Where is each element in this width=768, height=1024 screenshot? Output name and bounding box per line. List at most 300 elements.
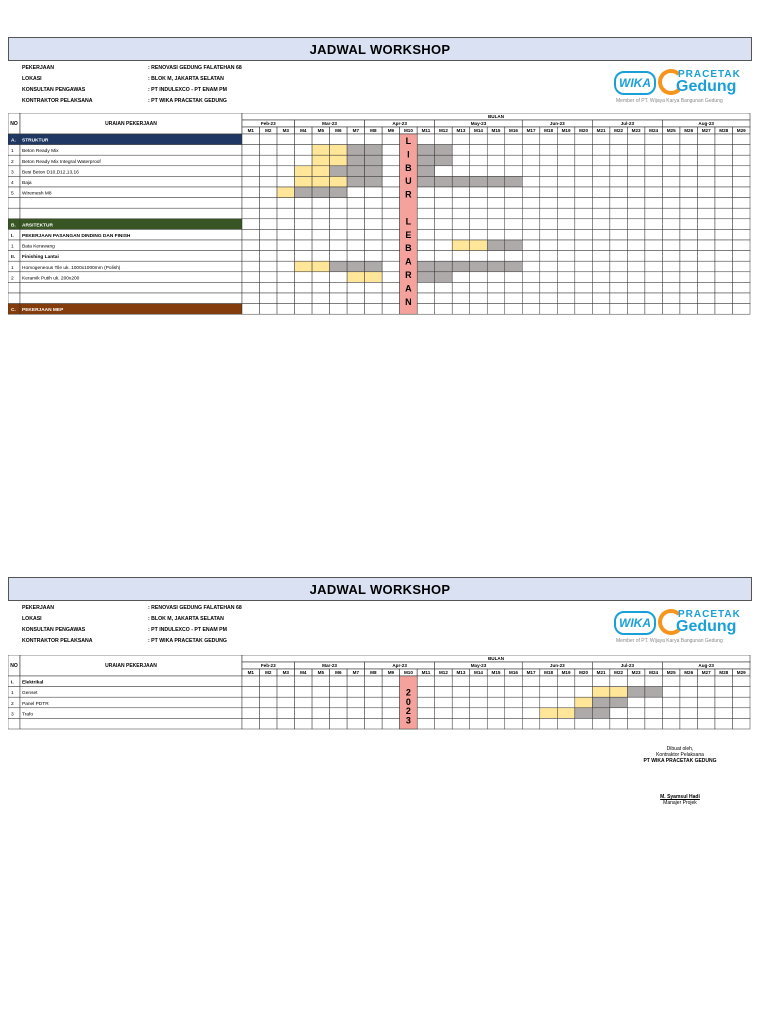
header-no: NO <box>10 663 18 669</box>
grid-cell <box>470 166 488 177</box>
grid-cell <box>382 187 400 198</box>
grid-cell <box>470 145 488 156</box>
grid-cell <box>242 718 260 729</box>
grid-cell <box>417 687 435 698</box>
holiday-letter: R <box>405 189 412 200</box>
grid-cell <box>575 208 593 219</box>
grid-cell <box>662 676 680 687</box>
grid-cell <box>277 293 295 304</box>
info-pekerjaan: PEKERJAAN : RENOVASI GEDUNG FALATEHAN 68 <box>22 65 242 71</box>
week-label: M5 <box>317 128 325 133</box>
grid-cell <box>575 145 593 156</box>
schedule-bar-cell <box>312 187 330 198</box>
grid-cell <box>312 219 330 230</box>
grid-cell <box>627 198 645 209</box>
grid-cell <box>662 687 680 698</box>
grid-cell <box>662 219 680 230</box>
grid-cell <box>522 155 540 166</box>
grid-cell <box>697 261 715 272</box>
grid-cell <box>487 155 505 166</box>
grid-cell <box>627 718 645 729</box>
company-logo-2 <box>614 607 750 647</box>
grid-cell <box>365 304 383 315</box>
grid-cell <box>260 697 278 708</box>
month-label: Feb-23 <box>260 663 276 668</box>
grid-cell <box>557 166 575 177</box>
grid-cell <box>417 251 435 262</box>
week-label: M2 <box>265 670 272 675</box>
schedule-bar-cell <box>505 176 523 187</box>
grid-cell <box>330 697 348 708</box>
row-no: B. <box>11 223 16 229</box>
grid-cell <box>417 208 435 219</box>
grid-cell <box>417 219 435 230</box>
grid-cell <box>277 282 295 293</box>
grid-cell <box>487 219 505 230</box>
info-kontraktor: KONTRAKTOR PELAKSANA : PT WIKA PRACETAK GEDUNG <box>22 98 227 104</box>
grid-cell <box>680 240 698 251</box>
grid-cell <box>277 240 295 251</box>
week-label: M22 <box>614 128 624 133</box>
grid-cell <box>417 718 435 729</box>
grid-cell <box>662 166 680 177</box>
grid-cell <box>382 219 400 230</box>
grid-cell <box>610 304 628 315</box>
grid-cell <box>592 261 610 272</box>
week-label: M21 <box>596 670 606 675</box>
week-label: M13 <box>456 128 466 133</box>
grid-cell <box>522 293 540 304</box>
signature-role: Kontraktor Pelaksana <box>656 752 704 758</box>
week-label: M6 <box>335 128 342 133</box>
header-bulan: BULAN <box>487 114 505 119</box>
grid-cell <box>715 134 733 145</box>
grid-cell <box>260 229 278 240</box>
grid-cell <box>522 687 540 698</box>
grid-cell <box>452 145 470 156</box>
grid-cell <box>470 187 488 198</box>
grid-cell <box>627 145 645 156</box>
grid-cell <box>505 166 523 177</box>
grid-cell <box>592 272 610 283</box>
grid-cell <box>715 187 733 198</box>
row-desc-cell <box>20 219 242 230</box>
schedule-bar-cell <box>330 155 348 166</box>
grid-cell <box>610 208 628 219</box>
grid-cell <box>260 293 278 304</box>
grid-cell <box>242 219 260 230</box>
grid-cell <box>662 282 680 293</box>
holiday-letter: 2 <box>405 687 411 698</box>
grid-cell <box>382 208 400 219</box>
grid-cell <box>277 198 295 209</box>
grid-cell <box>557 240 575 251</box>
grid-cell <box>295 272 313 283</box>
grid-cell <box>347 718 365 729</box>
row-desc-cell <box>20 208 242 219</box>
grid-cell <box>435 304 453 315</box>
month-label: Mar-23 <box>322 121 337 126</box>
schedule-bar-cell <box>435 145 453 156</box>
grid-cell <box>260 304 278 315</box>
signature-title: Manajer Projek <box>663 800 697 806</box>
grid-cell <box>295 282 313 293</box>
week-label: M11 <box>421 128 431 133</box>
grid-cell <box>732 687 750 698</box>
grid-cell <box>295 219 313 230</box>
schedule-bar-cell <box>417 272 435 283</box>
grid-cell <box>610 219 628 230</box>
grid-cell <box>592 251 610 262</box>
grid-cell <box>242 145 260 156</box>
wika-logo-text-2: WIKA <box>614 611 656 635</box>
grid-cell <box>557 145 575 156</box>
grid-cell <box>365 282 383 293</box>
signature-dibuat: Dibuat oleh, <box>666 746 694 752</box>
grid-cell <box>347 198 365 209</box>
grid-cell <box>312 687 330 698</box>
schedule-bar-cell <box>347 176 365 187</box>
grid-cell <box>242 304 260 315</box>
grid-cell <box>522 272 540 283</box>
grid-cell <box>312 282 330 293</box>
grid-cell <box>242 240 260 251</box>
row-no-cell <box>8 687 20 698</box>
grid-cell <box>697 176 715 187</box>
grid-cell <box>505 676 523 687</box>
week-label: M10 <box>403 670 413 675</box>
grid-cell <box>330 718 348 729</box>
grid-cell <box>312 198 330 209</box>
grid-cell <box>277 155 295 166</box>
logo-gedung-2: Gedung <box>676 618 737 635</box>
grid-cell <box>242 293 260 304</box>
row-no-cell <box>8 718 20 729</box>
row-no-cell <box>8 676 20 687</box>
row-no-cell <box>8 187 20 198</box>
month-label: May-23 <box>470 121 487 126</box>
row-no-cell <box>8 176 20 187</box>
grid-cell <box>645 240 663 251</box>
grid-cell <box>382 229 400 240</box>
row-no: 2 <box>11 701 14 707</box>
grid-cell <box>680 272 698 283</box>
logo-pracetak: PRACETAK <box>678 69 741 80</box>
grid-cell <box>662 208 680 219</box>
grid-cell <box>242 208 260 219</box>
row-desc-cell <box>20 718 242 729</box>
grid-cell <box>330 687 348 698</box>
schedule-bar-cell <box>435 261 453 272</box>
row-desc-cell <box>20 687 242 698</box>
grid-cell <box>452 304 470 315</box>
grid-cell <box>487 251 505 262</box>
task-label: PEKERJAAN PASANGAN DINDING DAN FINISH <box>22 234 131 239</box>
grid-cell <box>382 272 400 283</box>
week-label: M12 <box>438 128 448 133</box>
task-label: Panel PDTR <box>22 701 49 707</box>
grid-cell <box>295 293 313 304</box>
schedule-bar-cell <box>330 187 348 198</box>
grid-cell <box>522 240 540 251</box>
grid-cell <box>627 134 645 145</box>
week-label: M19 <box>561 128 571 133</box>
grid-cell <box>732 219 750 230</box>
week-label: M17 <box>526 670 536 675</box>
row-no: I. <box>11 680 14 686</box>
grid-cell <box>575 251 593 262</box>
week-label: M26 <box>684 128 694 133</box>
task-label: Beton Ready Mix <box>22 149 59 155</box>
grid-cell <box>732 697 750 708</box>
grid-cell <box>697 687 715 698</box>
grid-cell <box>557 251 575 262</box>
grid-cell <box>452 134 470 145</box>
schedule-table-2 <box>8 655 752 745</box>
week-label: M9 <box>387 128 395 133</box>
grid-cell <box>610 676 628 687</box>
grid-cell <box>732 304 750 315</box>
grid-cell <box>277 134 295 145</box>
grid-cell <box>610 718 628 729</box>
grid-cell <box>505 198 523 209</box>
schedule-bar-cell <box>470 176 488 187</box>
week-label: M28 <box>719 128 729 133</box>
grid-cell <box>365 219 383 230</box>
week-label: M15 <box>491 128 501 133</box>
grid-cell <box>575 687 593 698</box>
grid-cell <box>312 134 330 145</box>
grid-cell <box>557 293 575 304</box>
grid-cell <box>557 187 575 198</box>
row-no-cell <box>8 282 20 293</box>
grid-cell <box>610 251 628 262</box>
grid-cell <box>680 145 698 156</box>
grid-cell <box>662 697 680 708</box>
company-logo <box>614 67 750 107</box>
grid-cell <box>662 176 680 187</box>
grid-cell <box>522 251 540 262</box>
grid-cell <box>295 240 313 251</box>
schedule-bar-cell <box>295 187 313 198</box>
schedule-bar-cell <box>435 155 453 166</box>
grid-cell <box>417 240 435 251</box>
week-label: M3 <box>282 670 289 675</box>
grid-cell <box>715 176 733 187</box>
grid-cell <box>645 697 663 708</box>
grid-cell <box>575 304 593 315</box>
row-no-cell <box>8 198 20 209</box>
grid-cell <box>697 718 715 729</box>
row-no: 2 <box>11 159 14 165</box>
schedule-bar-cell <box>435 176 453 187</box>
week-label: M16 <box>509 670 518 675</box>
grid-cell <box>592 676 610 687</box>
grid-cell <box>260 676 278 687</box>
grid-cell <box>295 155 313 166</box>
grid-cell <box>330 251 348 262</box>
header-bulan: BULAN <box>487 656 505 661</box>
grid-cell <box>680 176 698 187</box>
grid-cell <box>330 676 348 687</box>
grid-cell <box>697 198 715 209</box>
grid-cell <box>382 145 400 156</box>
grid-cell <box>715 708 733 719</box>
row-desc-cell <box>20 198 242 209</box>
grid-cell <box>540 155 558 166</box>
grid-cell <box>697 208 715 219</box>
grid-cell <box>277 676 295 687</box>
grid-cell <box>715 261 733 272</box>
grid-cell <box>575 272 593 283</box>
grid-cell <box>312 676 330 687</box>
grid-cell <box>715 145 733 156</box>
schedule-bar-cell <box>487 240 505 251</box>
grid-cell <box>680 198 698 209</box>
schedule-bar-cell <box>575 697 593 708</box>
grid-cell <box>540 166 558 177</box>
schedule-bar-cell <box>610 687 628 698</box>
grid-cell <box>715 282 733 293</box>
grid-cell <box>277 145 295 156</box>
grid-cell <box>347 282 365 293</box>
grid-cell <box>697 240 715 251</box>
week-label: M20 <box>579 670 589 675</box>
grid-cell <box>732 718 750 729</box>
grid-cell <box>697 293 715 304</box>
grid-cell <box>242 187 260 198</box>
grid-cell <box>470 134 488 145</box>
grid-cell <box>365 240 383 251</box>
grid-cell <box>312 304 330 315</box>
grid-cell <box>347 676 365 687</box>
grid-cell <box>540 229 558 240</box>
grid-cell <box>505 145 523 156</box>
grid-cell <box>295 718 313 729</box>
grid-cell <box>715 718 733 729</box>
schedule-bar-cell <box>347 166 365 177</box>
grid-cell <box>277 697 295 708</box>
grid-cell <box>382 176 400 187</box>
grid-cell <box>540 272 558 283</box>
grid-cell <box>680 708 698 719</box>
task-label: Trafo <box>22 712 34 718</box>
grid-cell <box>242 676 260 687</box>
month-label: Apr-23 <box>392 121 407 126</box>
grid-cell <box>522 229 540 240</box>
header-no: NO <box>10 121 18 127</box>
week-label: M13 <box>456 670 466 675</box>
grid-cell <box>680 208 698 219</box>
grid-cell <box>260 718 278 729</box>
logo-pracetak-2: PRACETAK <box>678 609 741 620</box>
schedule-bar-cell <box>540 708 558 719</box>
grid-cell <box>627 272 645 283</box>
grid-cell <box>645 261 663 272</box>
grid-cell <box>610 261 628 272</box>
signature-name: M. Syamsul Hadi <box>660 794 700 800</box>
grid-cell <box>575 155 593 166</box>
grid-cell <box>470 208 488 219</box>
grid-cell <box>697 219 715 230</box>
week-label: M23 <box>631 670 641 675</box>
grid-cell <box>575 676 593 687</box>
grid-cell <box>732 155 750 166</box>
grid-cell <box>540 176 558 187</box>
grid-cell <box>697 166 715 177</box>
grid-cell <box>522 145 540 156</box>
grid-cell <box>505 155 523 166</box>
grid-cell <box>312 240 330 251</box>
grid-cell <box>627 282 645 293</box>
grid-cell <box>277 219 295 230</box>
task-label: Bata Kerawang <box>22 244 55 250</box>
grid-cell <box>260 208 278 219</box>
holiday-letter: A <box>405 256 412 267</box>
grid-cell <box>697 134 715 145</box>
grid-cell <box>522 676 540 687</box>
grid-cell <box>627 166 645 177</box>
grid-cell <box>592 229 610 240</box>
task-label: Baja <box>22 181 32 186</box>
grid-cell <box>382 251 400 262</box>
grid-cell <box>610 272 628 283</box>
grid-cell <box>277 708 295 719</box>
schedule-bar-cell <box>470 261 488 272</box>
grid-cell <box>505 282 523 293</box>
schedule-bar-cell <box>347 261 365 272</box>
grid-cell <box>575 198 593 209</box>
task-label: Genset <box>22 691 38 697</box>
grid-cell <box>295 697 313 708</box>
grid-cell <box>417 708 435 719</box>
grid-cell <box>662 155 680 166</box>
schedule-bar-cell <box>592 697 610 708</box>
grid-cell <box>592 198 610 209</box>
grid-cell <box>277 272 295 283</box>
grid-cell <box>365 134 383 145</box>
grid-cell <box>715 240 733 251</box>
grid-cell <box>260 166 278 177</box>
week-label: M25 <box>666 128 676 133</box>
grid-cell <box>312 697 330 708</box>
schedule-bar-cell <box>330 176 348 187</box>
grid-cell <box>715 208 733 219</box>
grid-cell <box>645 208 663 219</box>
task-label: Finishing Lantai <box>22 255 59 261</box>
task-label: Beton Ready Mix Integral Waterproof <box>22 159 101 165</box>
week-label: M18 <box>544 670 554 675</box>
grid-cell <box>610 145 628 156</box>
grid-cell <box>557 155 575 166</box>
schedule-bar-cell <box>295 261 313 272</box>
grid-cell <box>557 697 575 708</box>
grid-cell <box>435 187 453 198</box>
grid-cell <box>470 272 488 283</box>
grid-cell <box>645 293 663 304</box>
grid-cell <box>470 198 488 209</box>
grid-cell <box>452 293 470 304</box>
grid-cell <box>487 166 505 177</box>
grid-cell <box>487 145 505 156</box>
grid-cell <box>575 187 593 198</box>
grid-cell <box>242 155 260 166</box>
grid-cell <box>610 229 628 240</box>
grid-cell <box>242 261 260 272</box>
grid-cell <box>487 293 505 304</box>
grid-cell <box>540 718 558 729</box>
schedule-bar-cell <box>435 272 453 283</box>
